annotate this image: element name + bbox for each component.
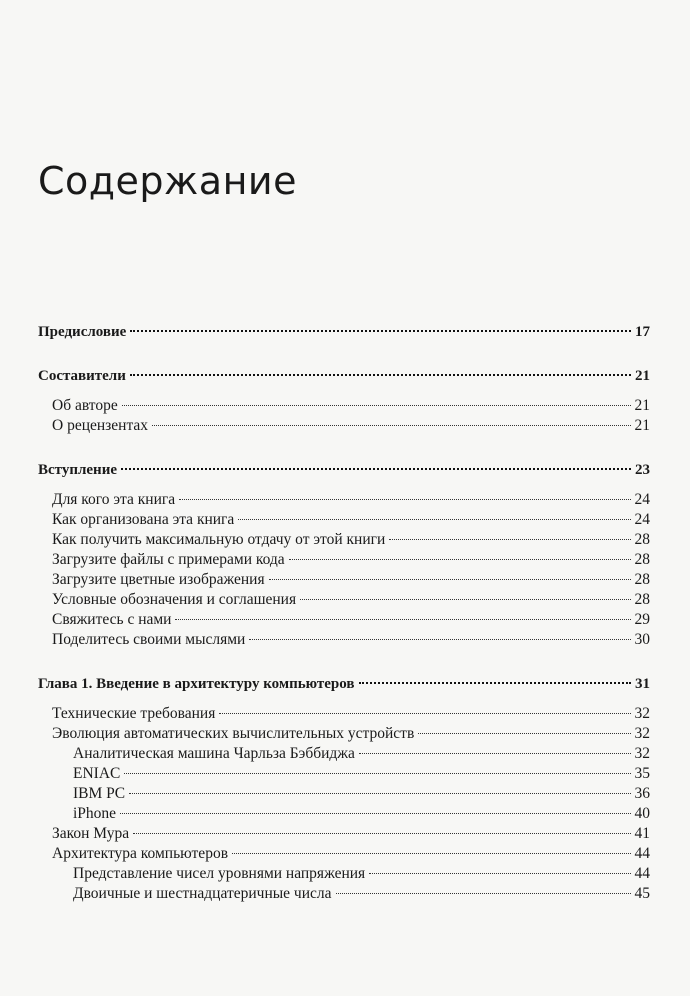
toc-entry-page: 17 xyxy=(635,324,650,340)
dot-leader xyxy=(289,559,631,560)
toc-entry-title: Эволюция автоматических вычислительных устройств xyxy=(52,725,415,742)
toc-entry-title: Как получить максимальную отдачу от этой книги xyxy=(52,531,386,548)
toc-entry-page: 24 xyxy=(634,491,650,508)
toc-entry-about-author[interactable] xyxy=(38,396,650,416)
toc-entry-title: Закон Мура xyxy=(52,825,130,842)
dot-leader xyxy=(389,539,630,540)
toc-entry-page: 21 xyxy=(635,368,650,384)
toc-entry-page: 24 xyxy=(634,511,650,528)
toc-entry-page: 28 xyxy=(634,591,650,608)
toc-entry-title: Глава 1. Введение в архитектуру компьютеров xyxy=(38,676,355,692)
dot-leader xyxy=(336,893,631,894)
toc-entry-page: 32 xyxy=(634,705,650,722)
toc-entry-title: Условные обозначения и соглашения xyxy=(52,591,297,608)
toc-entry-tech-requirements[interactable] xyxy=(38,704,650,724)
toc-entry-computer-architecture[interactable] xyxy=(38,844,650,864)
dot-leader xyxy=(232,853,630,854)
toc-entry-contact[interactable] xyxy=(38,610,650,630)
toc-entry-iphone[interactable] xyxy=(38,804,650,824)
toc-entry-moores-law[interactable] xyxy=(38,824,650,844)
toc-entry-conventions[interactable] xyxy=(38,590,650,610)
toc-entry-title: IBM PC xyxy=(73,785,126,802)
toc-entry-title: Вступление xyxy=(38,462,117,478)
toc-entry-contributors[interactable] xyxy=(38,366,650,386)
toc-entry-title: Как организована эта книга xyxy=(52,511,235,528)
toc-entry-page: 21 xyxy=(634,417,650,434)
toc-entry-page: 31 xyxy=(635,676,650,692)
toc-entry-title: Двоичные и шестнадцатеричные числа xyxy=(73,885,332,902)
toc-entry-page: 28 xyxy=(634,551,650,568)
dot-leader xyxy=(122,405,631,406)
toc-entry-title: О рецензентах xyxy=(52,417,149,434)
toc-entry-chapter-1[interactable] xyxy=(38,674,650,694)
toc-entry-page: 40 xyxy=(634,805,650,822)
toc-entry-share-thoughts[interactable] xyxy=(38,630,650,650)
toc-entry-voltage-levels[interactable] xyxy=(38,864,650,884)
toc-entry-page: 44 xyxy=(634,845,650,862)
toc-entry-page: 41 xyxy=(634,825,650,842)
toc-entry-introduction[interactable] xyxy=(38,460,650,480)
dot-leader xyxy=(129,793,630,794)
toc-entry-title: Архитектура компьютеров xyxy=(52,845,229,862)
toc-entry-babbage[interactable] xyxy=(38,744,650,764)
toc-entry-title: Загрузите файлы с примерами кода xyxy=(52,551,285,568)
dot-leader xyxy=(152,425,630,426)
toc-entry-title: Свяжитесь с нами xyxy=(52,611,172,628)
toc-entry-page: 44 xyxy=(634,865,650,882)
toc-entry-page: 23 xyxy=(635,462,650,478)
toc-entry-eniac[interactable] xyxy=(38,764,650,784)
dot-leader xyxy=(300,599,630,600)
toc-entry-code-files[interactable] xyxy=(38,550,650,570)
toc-entry-page: 28 xyxy=(634,571,650,588)
toc-entry-get-most[interactable] xyxy=(38,530,650,550)
toc-entry-title: Для кого эта книга xyxy=(52,491,176,508)
dot-leader xyxy=(133,833,630,834)
dot-leader xyxy=(359,682,631,684)
toc-entry-title: Предисловие xyxy=(38,324,127,340)
toc-entry-organization[interactable] xyxy=(38,510,650,530)
dot-leader xyxy=(219,713,630,714)
toc-entry-page: 32 xyxy=(634,725,650,742)
toc-entry-evolution[interactable] xyxy=(38,724,650,744)
toc-entry-preface[interactable] xyxy=(38,322,650,342)
toc-entry-title: ENIAC xyxy=(73,765,121,782)
dot-leader xyxy=(120,813,630,814)
toc-entry-about-reviewers[interactable] xyxy=(38,416,650,436)
toc-entry-title: Составители xyxy=(38,368,126,384)
table-of-contents xyxy=(38,322,650,904)
dot-leader xyxy=(179,499,630,500)
toc-entry-title: iPhone xyxy=(73,805,117,822)
toc-entry-title: Об авторе xyxy=(52,397,118,414)
toc-entry-title: Аналитическая машина Чарльза Бэббиджа xyxy=(73,745,355,762)
toc-entry-page: 45 xyxy=(634,885,650,902)
toc-entry-binary-hex[interactable] xyxy=(38,884,650,904)
toc-entry-page: 35 xyxy=(634,765,650,782)
dot-leader xyxy=(359,753,631,754)
dot-leader xyxy=(369,873,630,874)
toc-entry-title: Поделитесь своими мыслями xyxy=(52,631,246,648)
toc-entry-page: 32 xyxy=(634,745,650,762)
toc-entry-page: 21 xyxy=(634,397,650,414)
dot-leader xyxy=(418,733,630,734)
dot-leader xyxy=(130,330,631,332)
dot-leader xyxy=(121,468,631,470)
toc-entry-title: Представление чисел уровнями напряжения xyxy=(73,865,366,882)
toc-entry-page: 28 xyxy=(634,531,650,548)
toc-entry-page: 29 xyxy=(634,611,650,628)
toc-entry-title: Загрузите цветные изображения xyxy=(52,571,265,588)
page-title: Содержание xyxy=(38,159,297,203)
dot-leader xyxy=(130,374,631,376)
toc-entry-title: Технические требования xyxy=(52,705,216,722)
dot-leader xyxy=(175,619,630,620)
toc-entry-page: 36 xyxy=(634,785,650,802)
dot-leader xyxy=(249,639,630,640)
toc-entry-ibm-pc[interactable] xyxy=(38,784,650,804)
dot-leader xyxy=(124,773,630,774)
toc-entry-page: 30 xyxy=(634,631,650,648)
dot-leader xyxy=(269,579,631,580)
toc-entry-audience[interactable] xyxy=(38,490,650,510)
dot-leader xyxy=(238,519,630,520)
toc-entry-color-images[interactable] xyxy=(38,570,650,590)
